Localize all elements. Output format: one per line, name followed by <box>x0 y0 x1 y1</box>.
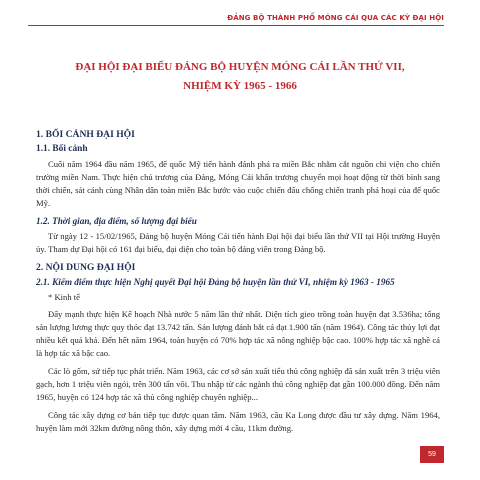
title-line-1: ĐẠI HỘI ĐẠI BIỂU ĐẢNG BỘ HUYỆN MÓNG CÁI LẦN THỨ VII, <box>75 61 405 73</box>
subsection-heading-1-2: 1.2. Thời gian, địa điểm, số lượng đại biểu <box>36 216 197 226</box>
header-rule <box>28 25 444 26</box>
paragraph-kinh-te-3: Công tác xây dựng cơ bản tiếp tục được quan tâm. Năm 1963, cầu Ka Long được đầu tư xây dựng. Năm 1964, huyện làm mới 32km đường nông thôn, xây dựng mới 4 cầu, 11km đường. <box>36 410 440 433</box>
paragraph-thoi-gian: Từ ngày 12 - 15/02/1965, Đảng bộ huyện Móng Cái tiến hành Đại hội đại biểu lần thứ VII tại Hội trường Huyện ủy. Tham dự Đại hội có 161 đại biểu, đại diện cho toàn bộ đảng viên trong Đảng bộ. <box>36 231 440 254</box>
subsection-heading-1-1: 1.1. Bối cảnh <box>36 144 88 154</box>
running-header: ĐẢNG BỘ THÀNH PHỐ MÓNG CÁI QUA CÁC KỲ ĐẠI HỘI <box>227 14 444 22</box>
subsection-heading-2-1: 2.1. Kiểm điểm thực hiện Nghị quyết Đại hội Đảng bộ huyện lần thứ VI, nhiệm kỳ 1963 - 1965 <box>36 277 395 287</box>
article-body <box>36 128 440 440</box>
page-title <box>40 58 440 96</box>
section-heading-1: 1. BỐI CẢNH ĐẠI HỘI <box>36 129 135 140</box>
title-line-2: NHIỆM KỲ 1965 - 1966 <box>183 80 297 92</box>
page-number: 59 <box>420 446 444 463</box>
paragraph-kinh-te-2: Các lò gốm, sứ tiếp tục phát triển. Năm 1963, các cơ sở sản xuất tiểu thủ công nghiệp đã sản xuất trên 3 triệu viên gạch, hơn 1 triệu viên ngói, trên 300 tấn vôi. Thu nhập từ các ngành thủ công nghiệp đạt gần 100.000 đồng. Đến năm 1965, huyện có 124 hợp tác xã thủ công nghiệp chuyên nghiệp... <box>36 366 440 402</box>
paragraph-kinh-te-1: Đẩy mạnh thực hiện Kế hoạch Nhà nước 5 năm lần thứ nhất. Diện tích gieo trồng toàn huyện đạt 3.536ha; tổng sản lượng lương thực quy thóc đạt 13.742 tấn. Sản lượng đánh bắt cá đạt 1.900 tấn (năm 1964). Công tác thủy lợi đạt nhiều kết quả khá. Đến hết năm 1964, toàn huyện có 70% hợp tác xã nông nghiệp bậc cao. 100% hợp tác xã nghề cá là hợp tác xã bậc cao. <box>36 309 440 358</box>
paragraph-boi-canh: Cuối năm 1964 đầu năm 1965, đế quốc Mỹ tiến hành đánh phá ra miền Bắc nhằm cắt nguồn chi viện cho chiến trường miền Nam. Thực hiện chủ trương của Đảng, Móng Cái khẩn trương chuyển mọi hoạt động từ thời bình sang thời chiến, sát cánh cùng Nhân dân toàn miền Bắc bước vào cuộc chiến đấu chống chiến tranh phá hoại của đế quốc Mỹ. <box>36 159 440 208</box>
kinh-te-label: * Kinh tế <box>48 292 80 302</box>
section-heading-2: 2. NỘI DUNG ĐẠI HỘI <box>36 262 136 273</box>
